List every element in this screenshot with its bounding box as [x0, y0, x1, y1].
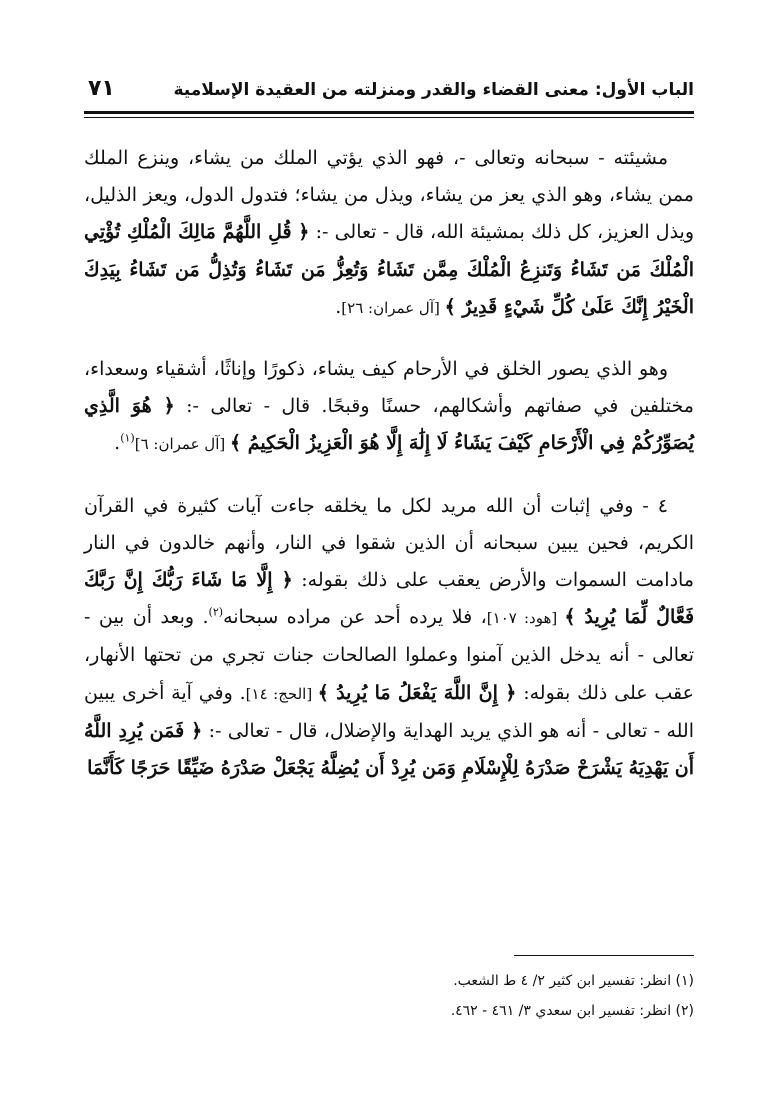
page-number: ٧١ [88, 76, 115, 101]
paragraph [84, 351, 694, 464]
text-run: ، فلا يرده أحد عن مراده سبحانه [223, 606, 487, 629]
footnote: (٢) انظر: تفسير ابن سعدي ٣/ ٤٦١ - ٤٦٢. [450, 1003, 694, 1019]
footnotes [84, 966, 694, 1026]
header-rule-thin [84, 117, 694, 118]
quran-verse: ﴿ هُوَ الَّذِي يُصَوِّرُكُمْ فِي الْأَرْحَامِ كَيْفَ يَشَاءُ لَا إِلَٰهَ إِلَّا هُوَ الْعَزِيزُ الْحَكِيمُ ﴾ [84, 395, 694, 455]
text-run: وهو الذي يصور الخلق في الأرحام كيف يشاء، ذكورًا وإناثًا، أشقياء وسعداء، مختلفين في صفاتهم وأشكالهم، حسنًا وقبحًا. قال - تعالى -: [84, 358, 694, 418]
footnote-marker: (١) [120, 432, 135, 446]
verse-reference: [آل عمران: ٦] [134, 435, 230, 454]
text-run: . وفي آية أخرى يبين الله - تعالى - أنه هو الذي يريد الهداية والإضلال، قال - تعالى -: [84, 681, 694, 742]
paragraph-gap [84, 327, 694, 351]
quran-verse: ﴿ فَمَن يُرِدِ اللَّهُ أَن يَهْدِيَهُ يَشْرَحْ صَدْرَهُ لِلْإِسْلَامِ وَمَن يُرِدْ أَن يُضِلَّهُ يَجْعَلْ صَدْرَهُ ضَيِّقًا حَرَجًا كَأَنَّمَا [84, 719, 694, 780]
paragraph-gap [84, 464, 694, 488]
page-header [84, 74, 694, 114]
paragraph [84, 488, 694, 788]
quran-verse: ﴿ قُلِ اللَّهُمَّ مَالِكَ الْمُلْكِ تُؤْتِي الْمُلْكَ مَن تَشَاءُ وَتَنزِعُ الْمُلْكَ مِمَّن تَشَاءُ وَتُعِزُّ مَن تَشَاءُ وَتُذِلُّ مَن تَشَاءُ بِيَدِكَ الْخَيْرُ إِنَّكَ عَلَىٰ كُلِّ شَيْءٍ قَدِيرٌ ﴾ [84, 221, 694, 318]
text-run: مشيئته - سبحانه وتعالى -، فهو الذي يؤتي الملك من يشاء، وينزع الملك ممن يشاء، وهو الذي يعز من يشاء، ويذل من يشاء؛ فتدول الدول، ويعز الذليل، ويذل العزيز، كل ذلك بمشيئة الله، قال - تعالى -: [84, 147, 695, 244]
verse-reference: [الحج: ١٤] [245, 684, 318, 703]
book-page [84, 74, 694, 1074]
paragraph [84, 140, 694, 327]
verse-reference: [آل عمران: ٢٦] [341, 298, 445, 317]
footnote-separator [514, 955, 694, 956]
text-run: . [335, 295, 342, 318]
footnote-marker: (٢) [208, 605, 224, 619]
quran-verse: ﴿ إِلَّا مَا شَاءَ رَبُّكَ إِنَّ رَبَّكَ فَعَّالٌ لِّمَا يُرِيدُ ﴾ [84, 569, 695, 629]
verse-reference: [هود: ١٠٧] [486, 609, 565, 628]
quran-verse: ﴿ إِنَّ اللَّهَ يَفْعَلُ مَا يُرِيدُ ﴾ [317, 681, 517, 704]
text-run: ٤ - وفي إثبات أن الله مريد لكل ما يخلقه جاءت آيات كثيرة في القرآن الكريم، فحين يبين سبحانه أن الذين شقوا في النار، وأنهم خالدون في النار مادامت السموات والأرض يعقب على ذلك بقوله: [84, 494, 695, 592]
chapter-title: الباب الأول: معنى القضاء والقدر ومنزلته من العقيدة الإسلامية [173, 80, 694, 100]
footnote: (١) انظر: تفسير ابن كثير ٢/ ٤ ط الشعب. [453, 973, 694, 989]
header-rule-thick [84, 111, 694, 114]
text-run: . [114, 432, 121, 455]
body-text [84, 140, 694, 787]
text-run: . وبعد أن بين - تعالى - أنه يدخل الذين آمنوا وعملوا الصالحات جنات تجري من تحتها الأنهار، عقب على ذلك بقوله: [84, 606, 694, 704]
